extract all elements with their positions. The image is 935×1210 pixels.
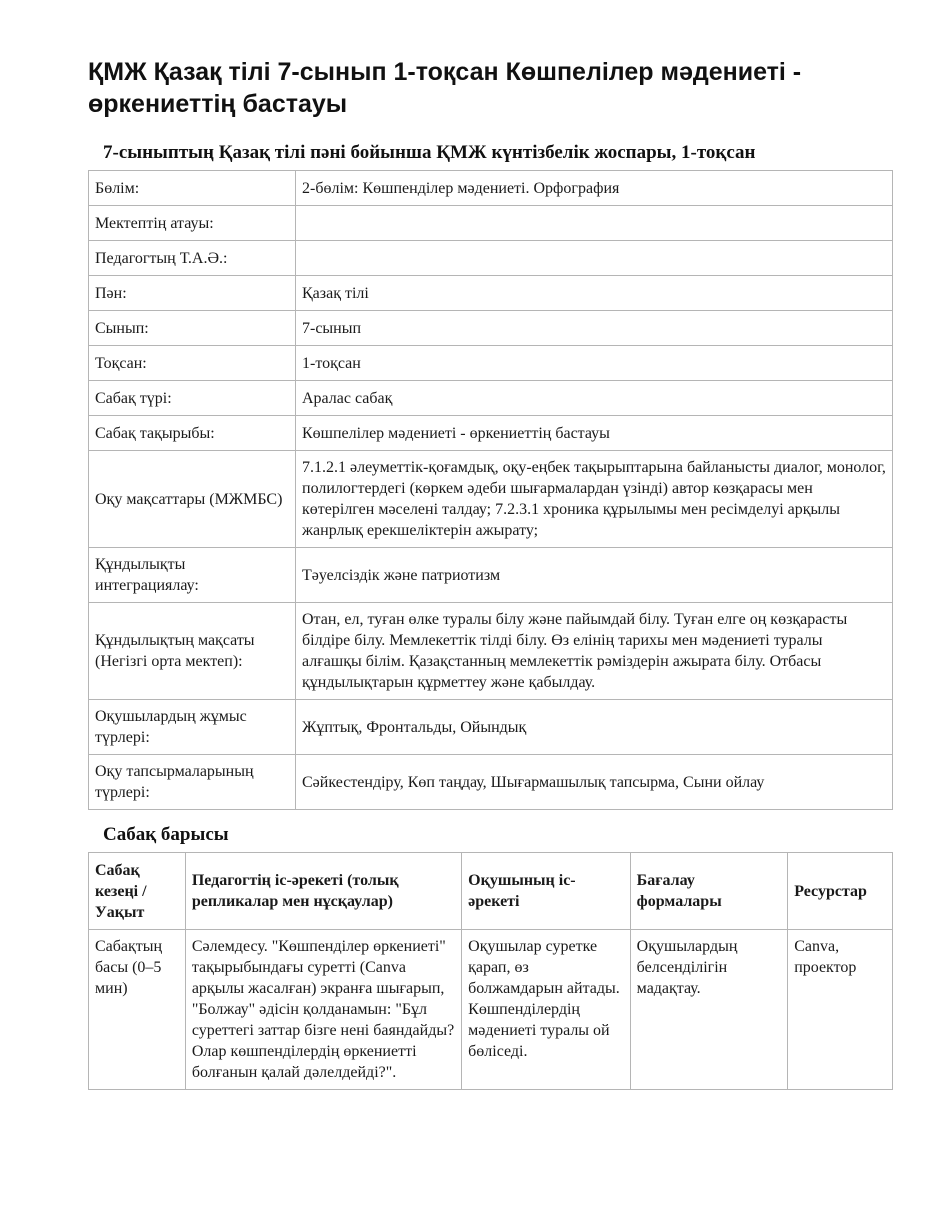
info-value: Қазақ тілі xyxy=(296,276,893,311)
info-row xyxy=(89,603,893,700)
info-label: Бөлім: xyxy=(89,171,296,206)
info-row xyxy=(89,206,893,241)
info-value xyxy=(296,206,893,241)
lesson-header-row xyxy=(89,853,893,930)
info-label: Сабақ түрі: xyxy=(89,381,296,416)
info-row xyxy=(89,276,893,311)
info-value: 2-бөлім: Көшпенділер мәдениеті. Орфография xyxy=(296,171,893,206)
info-label: Құндылықтың мақсаты (Негізгі орта мектеп): xyxy=(89,603,296,700)
info-row xyxy=(89,755,893,810)
info-label: Педагогтың Т.А.Ә.: xyxy=(89,241,296,276)
resources-cell: Canva, проектор xyxy=(788,930,893,1090)
info-label: Мектептің атауы: xyxy=(89,206,296,241)
info-row xyxy=(89,451,893,548)
info-label: Тоқсан: xyxy=(89,346,296,381)
lesson-flow-table xyxy=(88,852,893,1090)
info-value: Отан, ел, туған өлке туралы білу және пайымдай білу. Туған елге оң көзқарасты білдіре білу. Мемлекеттік тілді білу. Өз елінің тарихы мен мәдениеті туралы алғашқы білім. Қазақстанның мемлекеттік рәміздерін ажырата білу. Отбасы құндылықтарын құрметтеу және қабылдау. xyxy=(296,603,893,700)
document-title: ҚМЖ Қазақ тілі 7-сынып 1-тоқсан Көшпелілер мәдениеті - өркениеттің бастауы xyxy=(88,58,802,118)
assessment-cell: Оқушылардың белсенділігін мадақтау. xyxy=(630,930,788,1090)
info-value: Сәйкестендіру, Көп таңдау, Шығармашылық тапсырма, Сыни ойлау xyxy=(296,755,893,810)
info-label: Сынып: xyxy=(89,311,296,346)
lesson-row xyxy=(89,930,893,1090)
info-row xyxy=(89,171,893,206)
info-value: Аралас сабақ xyxy=(296,381,893,416)
info-label: Құндылықты интеграциялау: xyxy=(89,548,296,603)
info-value: 7.1.2.1 әлеуметтік-қоғамдық, оқу-еңбек тақырыптарына байланысты диалог, монолог, полилогтердегі (көркем әдеби шығармалардан үзінді) автор көзқарасы мен көтерілген мәселені талдау; 7.2.3.1 хроника құрылымы мен ресімделуі арқылы жанрлық ерекшеліктерін ажырату; xyxy=(296,451,893,548)
info-row xyxy=(89,381,893,416)
stage-cell: Сабақтың басы (0–5 мин) xyxy=(89,930,186,1090)
info-value: Көшпелілер мәдениеті - өркениеттің бастауы xyxy=(296,416,893,451)
lesson-flow-heading: Сабақ барысы xyxy=(103,824,229,845)
info-label: Оқу мақсаттары (МЖМБС) xyxy=(89,451,296,548)
info-row xyxy=(89,700,893,755)
info-label: Пән: xyxy=(89,276,296,311)
header-resources: Ресурстар xyxy=(788,853,893,930)
document-page xyxy=(88,56,893,1090)
info-label: Оқу тапсырмаларының түрлері: xyxy=(89,755,296,810)
info-value: 7-сынып xyxy=(296,311,893,346)
info-row xyxy=(89,346,893,381)
plan-heading: 7-сыныптың Қазақ тілі пәні бойынша ҚМЖ күнтізбелік жоспары, 1-тоқсан xyxy=(103,142,756,163)
info-value: Тәуелсіздік және патриотизм xyxy=(296,548,893,603)
info-row xyxy=(89,416,893,451)
info-label: Сабақ тақырыбы: xyxy=(89,416,296,451)
info-value: Жұптық, Фронтальды, Ойындық xyxy=(296,700,893,755)
header-teacher-activity: Педагогтің іс-әрекеті (толық репликалар мен нұсқаулар) xyxy=(185,853,461,930)
info-row xyxy=(89,241,893,276)
info-row xyxy=(89,311,893,346)
info-value xyxy=(296,241,893,276)
header-student-activity: Оқушының іс-әрекеті xyxy=(462,853,631,930)
header-stage: Сабақ кезеңі / Уақыт xyxy=(89,853,186,930)
info-row xyxy=(89,548,893,603)
teacher-activity-cell: Сәлемдесу. "Көшпенділер өркениеті" тақырыбындағы суретті (Canva арқылы жасалған) экранға шығарып, "Болжау" әдісін қолданамын: "Бұл суреттегі заттар бізге нені баяндайды? Олар көшпенділердің өркениетті болғанын қалай дәлелдейді?". xyxy=(185,930,461,1090)
info-label: Оқушылардың жұмыс түрлері: xyxy=(89,700,296,755)
info-value: 1-тоқсан xyxy=(296,346,893,381)
student-activity-cell: Оқушылар суретке қарап, өз болжамдарын айтады. Көшпенділердің мәдениеті туралы ой бөліседі. xyxy=(462,930,631,1090)
lesson-info-table xyxy=(88,170,893,810)
header-assessment: Бағалау формалары xyxy=(630,853,788,930)
